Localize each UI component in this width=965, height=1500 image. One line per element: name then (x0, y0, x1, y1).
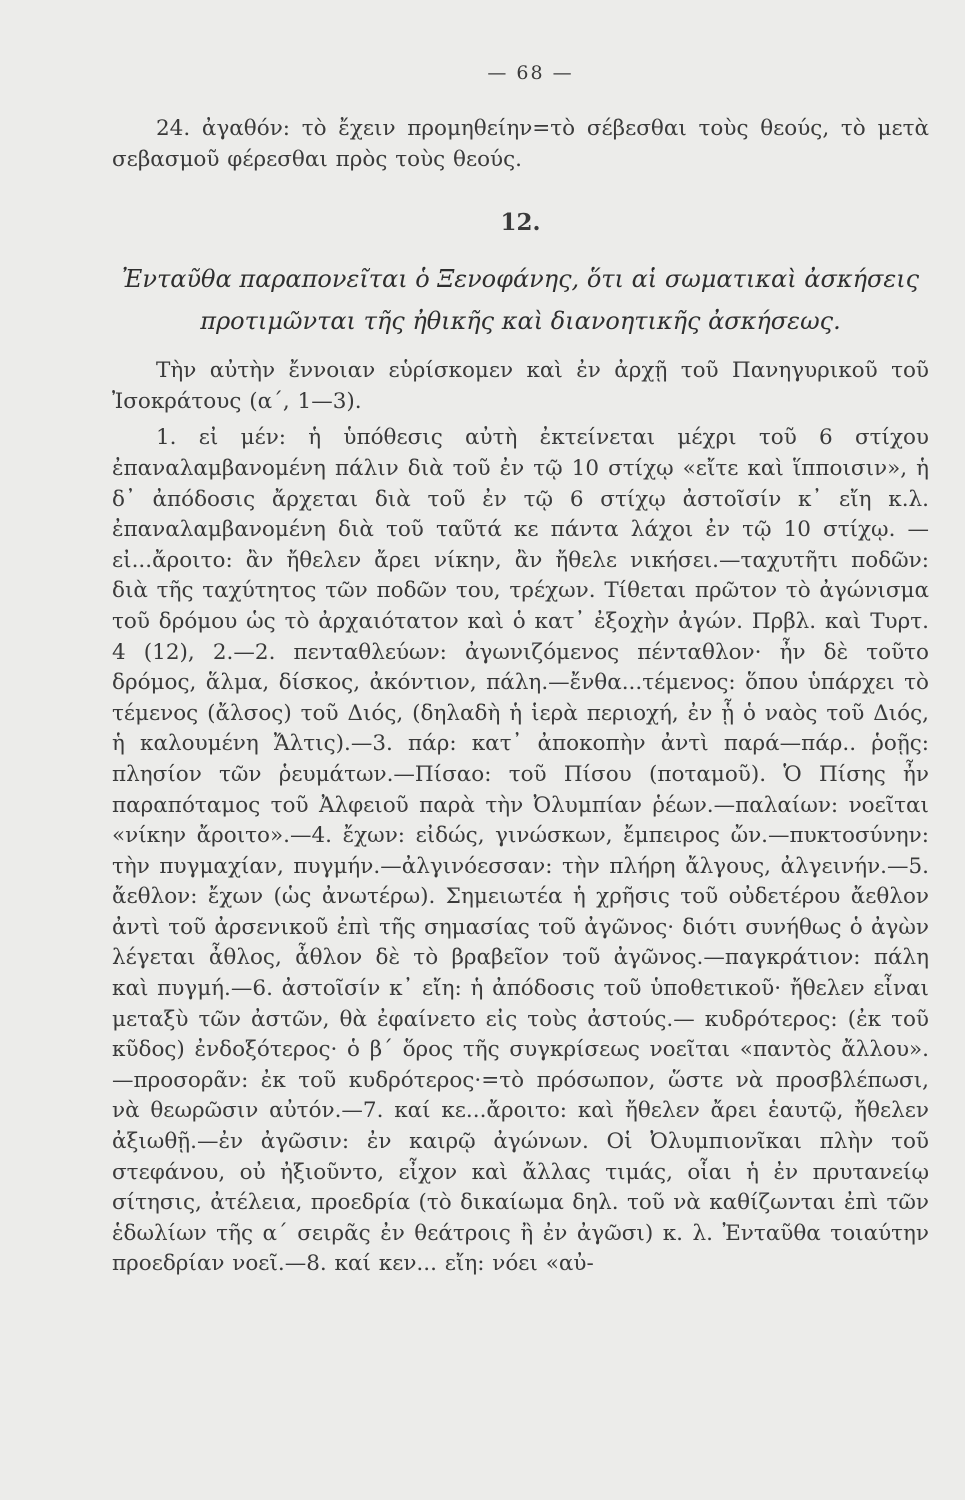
section-title-line-1: Ἐνταῦθα παραπονεῖται ὁ Ξενοφάνης, ὅτι αἱ σωματικαὶ ἀσκήσεις (121, 265, 920, 294)
intro-paragraph: Τὴν αὐτὴν ἔννοιαν εὑρίσκομεν καὶ ἐν ἀρχῇ τοῦ Πανηγυρικοῦ τοῦ Ἰσοκράτους (α΄, 1—3). (112, 358, 929, 414)
commentary-paragraph: 1. εἰ μέν: ἡ ὑπόθεσις αὐτὴ ἐκτείνεται μέχρι τοῦ 6 στίχου ἐπαναλαμβανομένη πάλιν διὰ τοῦ ἐν τῷ 10 στίχῳ «εἴτε καὶ ἵπποισιν», ἡ δ᾽ ἀπόδοσις ἄρχεται διὰ τοῦ ἐν τῷ 6 στίχῳ ἀστοῖσίν κ᾽ εἴη κ.λ. ἐπαναλαμβανομένη διὰ τοῦ ταῦτά κε πάντα λάχοι ἐν τῷ 10 στίχῳ. — εἰ...ἄροιτο: ἂν ἤθελεν ἄρει νίκην, ἂν ἤθελε νικήσει.—ταχυτῆτι ποδῶν: διὰ τῆς ταχύτητος τῶν ποδῶν του, τρέχων. Τίθεται πρῶτον τὸ ἀγώνισμα τοῦ δρόμου ὡς τὸ ἀρχαιότατον καὶ ὁ κατ᾽ ἐξοχὴν ἀγών. Πρβλ. καὶ Τυρτ. 4 (12), 2.—2. πενταθλεύων: ἀγωνιζόμενος πένταθλον· ἦν δὲ τοῦτο δρόμος, ἅλμα, δίσκος, ἀκόντιον, πάλη.—ἔνθα...τέμενος: ὅπου ὑπάρχει τὸ τέμενος (ἄλσος) τοῦ Διός, (δηλαδὴ ἡ ἱερὰ περιοχή, ἐν ᾗ ὁ ναὸς τοῦ Διός, ἡ καλουμένη Ἄλτις).—3. πάρ: κατ᾽ ἀποκοπὴν ἀντὶ παρά—πάρ.. ῥοῇς: πλησίον τῶν ῥευμάτων.—Πίσαο: τοῦ Πίσου (ποταμοῦ). Ὁ Πίσης ἦν παραπόταμος τοῦ Ἀλφειοῦ παρὰ τὴν Ὀλυμπίαν ῥέων.—παλαίων: νοεῖται «νίκην ἄροιτο».—4. ἔχων: εἰδώς, γινώσκων, ἔμπειρος ὤν.—πυκτοσύνην: τὴν πυγμαχίαν, πυγμήν.—ἀλγινόεσσαν: τὴν πλήρη ἄλγους, ἀλγεινήν.—5. ἄεθλον: ἔχων (ὡς ἀνωτέρω). Σημειωτέα ἡ χρῆσις τοῦ οὐδετέρου ἄεθλον ἀντὶ τοῦ ἀρσενικοῦ ἐπὶ τῆς σημασίας τοῦ ἀγῶνος· διότι συνήθως ὁ ἀγὼν λέγεται ἆθλος, ἆθλον δὲ τὸ βραβεῖον τοῦ ἀγῶνος.—παγκράτιον: πάλη καὶ πυγμή.—6. ἀστοῖσίν κ᾽ εἴη: ἡ ἀπόδοσις τοῦ ὑποθετικοῦ· ἤθελεν εἶναι μεταξὺ τῶν ἀστῶν, θὰ ἐφαίνετο εἰς τοὺς ἀστούς.— κυδρότερος: (ἐκ τοῦ κῦδος) ἐνδοξότερος· ὁ β΄ ὅρος τῆς συγκρίσεως νοεῖται «παντὸς ἄλλου».—προσορᾶν: ἐκ τοῦ κυδρότερος·=τὸ πρόσωπον, ὥστε νὰ προσβλέπωσι, νὰ θεωρῶσιν αὐτόν.—7. καί κε...ἄροιτο: καὶ ἤθελεν ἄρει ἑαυτῷ, ἤθελεν ἀξιωθῇ.—ἐν ἀγῶσιν: ἐν καιρῷ ἀγώνων. Οἱ Ὀλυμπιονῖκαι πλὴν τοῦ στεφάνου, οὐ ἠξιοῦντο, εἶχον καὶ ἄλλας τιμάς, οἷαι ἡ ἐν πρυτανείῳ σίτησις, ἀτέλεια, προεδρία (τὸ δικαίωμα δηλ. τοῦ νὰ καθίζωνται ἐπὶ τῶν ἑδωλίων τῆς α΄ σειρᾶς ἐν θεάτροις ἢ ἐν ἀγῶσι) κ. λ. Ἐνταῦθα τοιαύτην προεδρίαν νοεῖ.—8. καί κεν... εἴη: νόει «αὐ- (112, 425, 929, 1277)
section-title (112, 258, 929, 342)
section-number: 12. (500, 209, 541, 237)
page-number: — 68 — (487, 62, 574, 84)
note-24: 24. ἀγαθόν: τὸ ἔχειν προμηθείην=τὸ σέβεσθαι τοὺς θεούς, τὸ μετὰ σεβασμοῦ φέρεσθαι πρὸς τοὺς θεούς. (112, 116, 929, 172)
section-title-line-2: προτιμῶνται τῆς ἠθικῆς καὶ διανοητικῆς ἀσκήσεως. (200, 307, 841, 336)
